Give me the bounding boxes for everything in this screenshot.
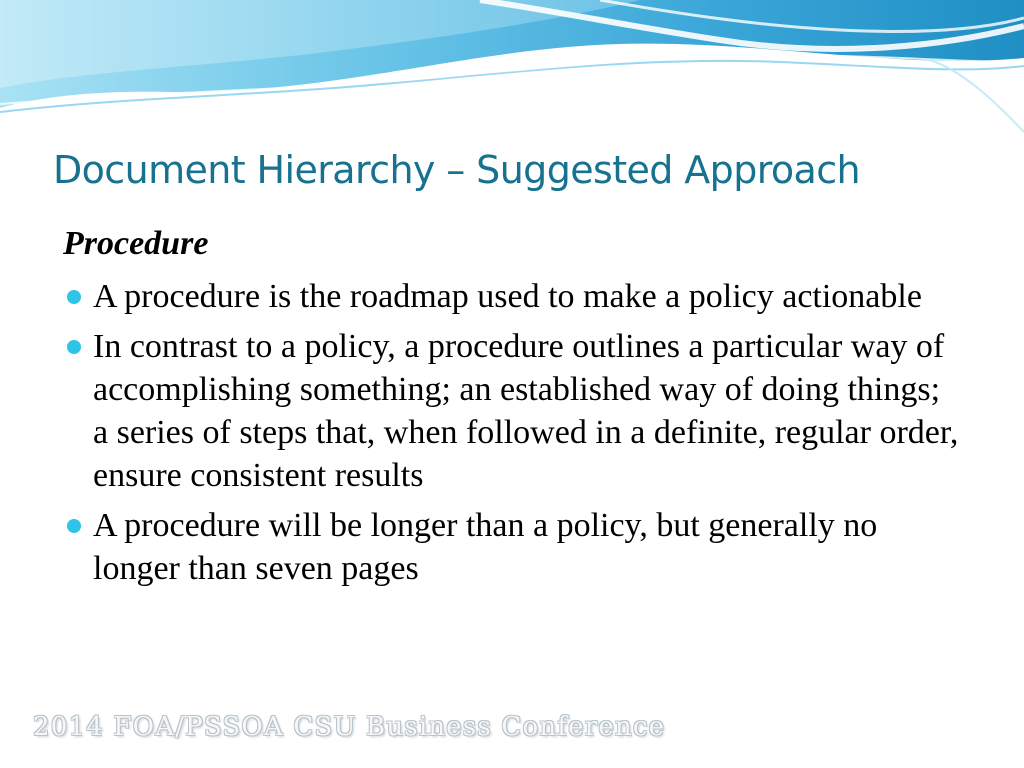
bullet-dot-icon [67, 519, 81, 533]
footer-conference-label: 2014 FOA/PSSOA CSU Business Conference [33, 712, 666, 742]
bullet-text: In contrast to a policy, a procedure outlines a particular way of accomplishing something; an established way of doing things; a series of steps that, when followed in a definite, regular order, ensure consistent results [93, 328, 959, 494]
bullet-list [63, 275, 963, 590]
bullet-dot-icon [67, 340, 81, 354]
header-wave-decoration [0, 0, 1024, 140]
bullet-text: A procedure is the roadmap used to make a policy actionable [93, 278, 922, 315]
bullet-item [63, 275, 963, 318]
bullet-item [63, 325, 963, 497]
bullet-dot-icon [67, 290, 81, 304]
bullet-item [63, 504, 963, 590]
section-heading: Procedure [63, 225, 209, 262]
bullet-text: A procedure will be longer than a policy, but generally no longer than seven pages [93, 507, 878, 587]
slide-title: Document Hierarchy – Suggested Approach [53, 148, 861, 192]
slide-body [63, 222, 963, 597]
